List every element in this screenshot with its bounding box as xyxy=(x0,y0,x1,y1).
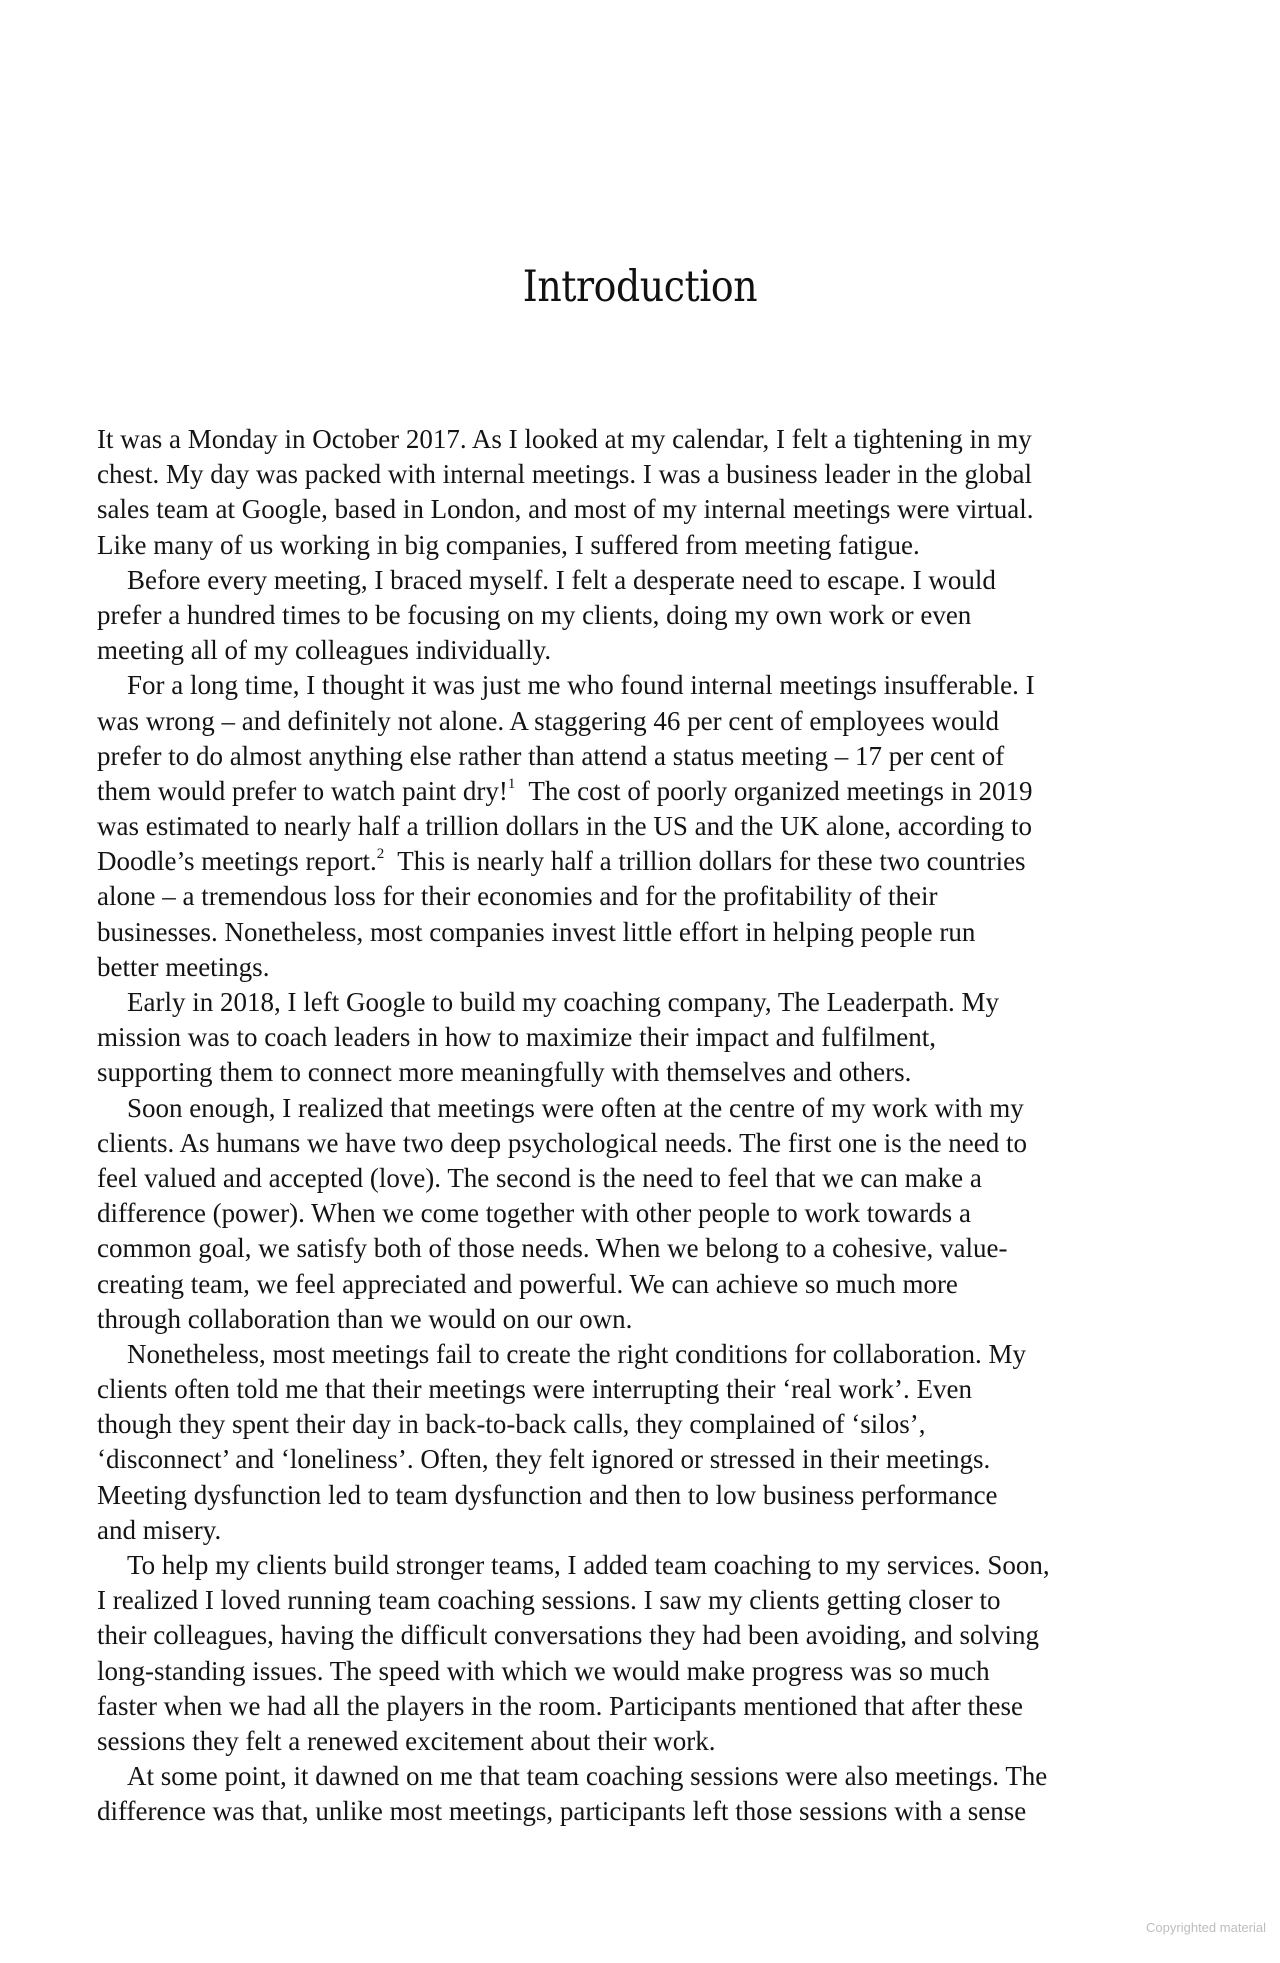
text-line: alone – a tremendous loss for their economies and for the profitability of their xyxy=(97,881,938,912)
text-line: I realized I loved running team coaching sessions. I saw my clients getting closer to xyxy=(97,1585,1001,1616)
text-line: supporting them to connect more meaningfully with themselves and others. xyxy=(97,1057,912,1088)
text-line: creating team, we feel appreciated and powerful. We can achieve so much more xyxy=(97,1268,958,1299)
text-segment: Doodle’s meetings report. xyxy=(97,846,377,877)
paragraph-2 xyxy=(97,563,1187,669)
copyright-watermark: Copyrighted material xyxy=(1146,1920,1266,1935)
text-line: sessions they felt a renewed excitement about their work. xyxy=(97,1725,716,1756)
text-line: Meeting dysfunction led to team dysfunction and then to low business performance xyxy=(97,1479,998,1510)
text-line: Nonetheless, most meetings fail to create the right conditions for collaboration. My xyxy=(127,1338,1027,1369)
text-line: their colleagues, having the difficult conversations they had been avoiding, and solving xyxy=(97,1620,1040,1651)
paragraph-5 xyxy=(97,1091,1187,1337)
paragraph-6 xyxy=(97,1337,1187,1548)
text-line: To help my clients build stronger teams, I added team coaching to my services. Soon, xyxy=(127,1550,1050,1580)
text-segment: This is nearly half a trillion dollars for these two countries xyxy=(384,846,1026,877)
text-line: was wrong – and definitely not alone. A staggering 46 per cent of employees would xyxy=(97,705,1000,736)
text-line: clients. As humans we have two deep psychological needs. The first one is the need to xyxy=(97,1127,1028,1158)
text-line: Before every meeting, I braced myself. I felt a desperate need to escape. I would xyxy=(127,564,996,595)
text-line-with-footnote xyxy=(97,774,1187,809)
paragraph-4 xyxy=(97,985,1187,1091)
paragraph-8 xyxy=(97,1759,1187,1829)
text-line: difference was that, unlike most meetings, participants left those sessions with a sense xyxy=(97,1796,1027,1827)
text-line: long-standing issues. The speed with which we would make progress was so much xyxy=(97,1655,990,1686)
text-line: and misery. xyxy=(97,1514,222,1545)
text-line: Early in 2018, I left Google to build my coaching company, The Leaderpath. My xyxy=(127,987,1000,1017)
text-line: It was a Monday in October 2017. As I looked at my calendar, I felt a tightening in my xyxy=(97,424,1032,454)
text-line: mission was to coach leaders in how to maximize their impact and fulfilment, xyxy=(97,1022,937,1053)
text-line: prefer a hundred times to be focusing on my clients, doing my own work or even xyxy=(97,599,972,630)
text-line: Soon enough, I realized that meetings were often at the centre of my work with my xyxy=(127,1092,1024,1123)
text-line: businesses. Nonetheless, most companies invest little effort in helping people run xyxy=(97,916,976,947)
text-line: was estimated to nearly half a trillion dollars in the US and the UK alone, according to xyxy=(97,811,1032,842)
text-line: At some point, it dawned on me that team coaching sessions were also meetings. The xyxy=(127,1761,1048,1792)
paragraph-3 xyxy=(97,668,1187,985)
text-line: feel valued and accepted (love). The second is the need to feel that we can make a xyxy=(97,1162,982,1193)
text-line: better meetings. xyxy=(97,951,270,982)
footnote-ref-1[interactable]: 1 xyxy=(507,775,516,792)
footnote-ref-2[interactable]: 2 xyxy=(376,846,385,863)
text-line: chest. My day was packed with internal meetings. I was a business leader in the global xyxy=(97,459,1032,490)
text-line: prefer to do almost anything else rather than attend a status meeting – 17 per cent of xyxy=(97,740,1005,771)
text-line: faster when we had all the players in the room. Participants mentioned that after these xyxy=(97,1690,1023,1721)
text-line: ‘disconnect’ and ‘loneliness’. Often, they felt ignored or stressed in their meetings. xyxy=(97,1444,991,1475)
text-line: sales team at Google, based in London, and most of my internal meetings were virtual. xyxy=(97,494,1034,525)
paragraph-7 xyxy=(97,1548,1187,1759)
paragraph-1 xyxy=(97,422,1187,563)
text-line: though they spent their day in back-to-back calls, they complained of ‘silos’, xyxy=(97,1409,926,1440)
body-text xyxy=(97,422,1187,1830)
text-line: common goal, we satisfy both of those needs. When we belong to a cohesive, value- xyxy=(97,1233,1008,1264)
text-line-with-footnote xyxy=(97,844,1187,879)
chapter-title: Introduction xyxy=(522,262,758,312)
text-line: For a long time, I thought it was just me who found internal meetings insufferable. I xyxy=(127,670,1035,701)
text-segment: The cost of poorly organized meetings in 2019 xyxy=(515,775,1033,806)
text-line: through collaboration than we would on our own. xyxy=(97,1303,633,1334)
text-line: meeting all of my colleagues individually. xyxy=(97,635,552,666)
text-line: clients often told me that their meetings were interrupting their ‘real work’. Even xyxy=(97,1374,972,1405)
text-segment: them would prefer to watch paint dry! xyxy=(97,775,508,806)
text-line: difference (power). When we come together with other people to work towards a xyxy=(97,1198,971,1229)
text-line: Like many of us working in big companies, I suffered from meeting fatigue. xyxy=(97,529,920,560)
